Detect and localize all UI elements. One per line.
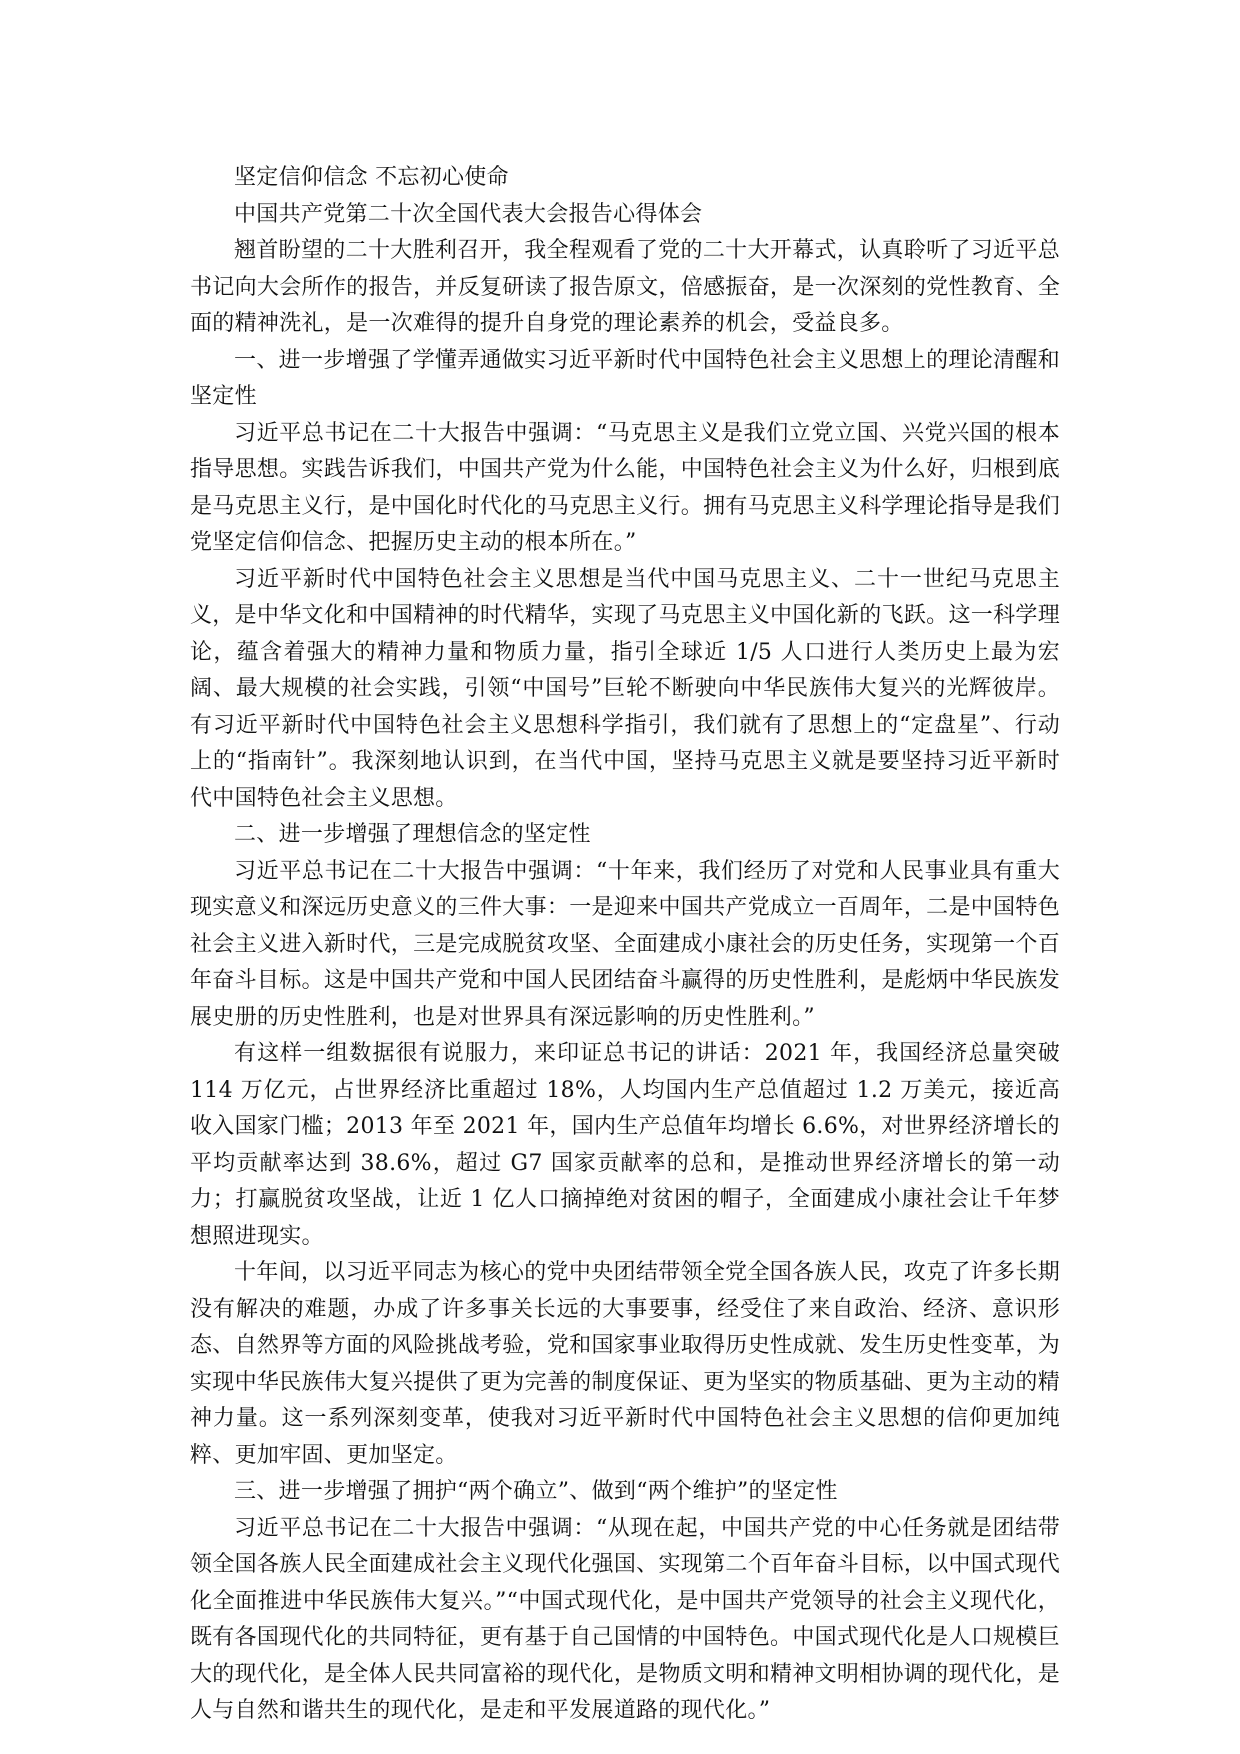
paragraph-quote-1: 习近平总书记在二十大报告中强调：“马克思主义是我们立党立国、兴党兴国的根本指导思想。实践告诉我们，中国共产党为什么能，中国特色社会主义为什么好，归根到底是马克思主义行，是中国化时代化的马克思主义行。拥有马克思主义科学理论指导是我们党坚定信仰信念、把握历史主动的根本所在。” (190, 420, 1060, 555)
paragraph-intro: 翘首盼望的二十大胜利召开，我全程观看了党的二十大开幕式，认真聆听了习近平总书记向大会所作的报告，并反复研读了报告原文，倍感振奋，是一次深刻的党性教育、全面的精神洗礼，是一次难得的提升自身党的理论素养的机会，受益良多。 (190, 238, 1060, 336)
section-heading-3: 三、进一步增强了拥护“两个确立”、做到“两个维护”的坚定性 (234, 1479, 838, 1504)
paragraph-quote-2: 习近平总书记在二十大报告中强调：“十年来，我们经历了对党和人民事业具有重大现实意义和深远历史意义的三件大事：一是迎来中国共产党成立一百周年，二是中国特色社会主义进入新时代，三是完成脱贫攻坚、全面建成小康社会的历史任务，实现第一个百年奋斗目标。这是中国共产党和中国人民团结奋斗赢得的历史性胜利，是彪炳中华民族发展史册的历史性胜利，也是对世界具有深远影响的历史性胜利。” (190, 858, 1060, 1030)
paragraph-data: 有这样一组数据很有说服力，来印证总书记的讲话：2021 年，我国经济总量突破 114 万亿元，占世界经济比重超过 18%，人均国内生产总值超过 1.2 万美元，接近高收入国家门槛；2013 年至 2021 年，国内生产总值年均增长 6.6%，对世界经济增长的平均贡献率达到 38.6%，超过 G7 国家贡献率的总和，是推动世界经济增长的第一动力；打赢脱贫攻坚战，让近 1 亿人口摘掉绝对贫困的帽子，全面建成小康社会让千年梦想照进现实。 (190, 1041, 1060, 1249)
paragraph-quote-3: 习近平总书记在二十大报告中强调：“从现在起，中国共产党的中心任务就是团结带领全国各族人民全面建成社会主义现代化强国、实现第二个百年奋斗目标，以中国式现代化全面推进中华民族伟大复兴。”“中国式现代化，是中国共产党领导的社会主义现代化，既有各国现代化的共同特征，更有基于自己国情的中国特色。中国式现代化是人口规模巨大的现代化，是全体人民共同富裕的现代化，是物质文明和精神文明相协调的现代化，是人与自然和谐共生的现代化，是走和平发展道路的现代化。” (190, 1515, 1060, 1723)
paragraph-decade: 十年间，以习近平同志为核心的党中央团结带领全党全国各族人民，攻克了许多长期没有解决的难题，办成了许多事关长远的大事要事，经受住了来自政治、经济、意识形态、自然界等方面的风险挑战考验，党和国家事业取得历史性成就、发生历史性变革，为实现中华民族伟大复兴提供了更为完善的制度保证、更为坚实的物质基础、更为主动的精神力量。这一系列深刻变革，使我对习近平新时代中国特色社会主义思想的信仰更加纯粹、更加牢固、更加坚定。 (190, 1260, 1060, 1468)
document-title: 坚定信仰信念 不忘初心使命 (234, 165, 509, 190)
document-page (190, 160, 1060, 1730)
section-heading-1: 一、进一步增强了学懂弄通做实习近平新时代中国特色社会主义思想上的理论清醒和坚定性 (190, 347, 1060, 409)
document-subtitle: 中国共产党第二十次全国代表大会报告心得体会 (234, 201, 703, 227)
section-heading-2: 二、进一步增强了理想信念的坚定性 (234, 822, 591, 847)
paragraph-body-1: 习近平新时代中国特色社会主义思想是当代中国马克思主义、二十一世纪马克思主义，是中华文化和中国精神的时代精华，实现了马克思主义中国化新的飞跃。这一科学理论，蕴含着强大的精神力量和物质力量，指引全球近 1/5 人口进行人类历史上最为宏阔、最大规模的社会实践，引领“中国号”巨轮不断驶向中华民族伟大复兴的光辉彼岸。有习近平新时代中国特色社会主义思想科学指引，我们就有了思想上的“定盘星”、行动上的“指南针”。我深刻地认识到，在当代中国，坚持马克思主义就是要坚持习近平新时代中国特色社会主义思想。 (190, 566, 1060, 811)
